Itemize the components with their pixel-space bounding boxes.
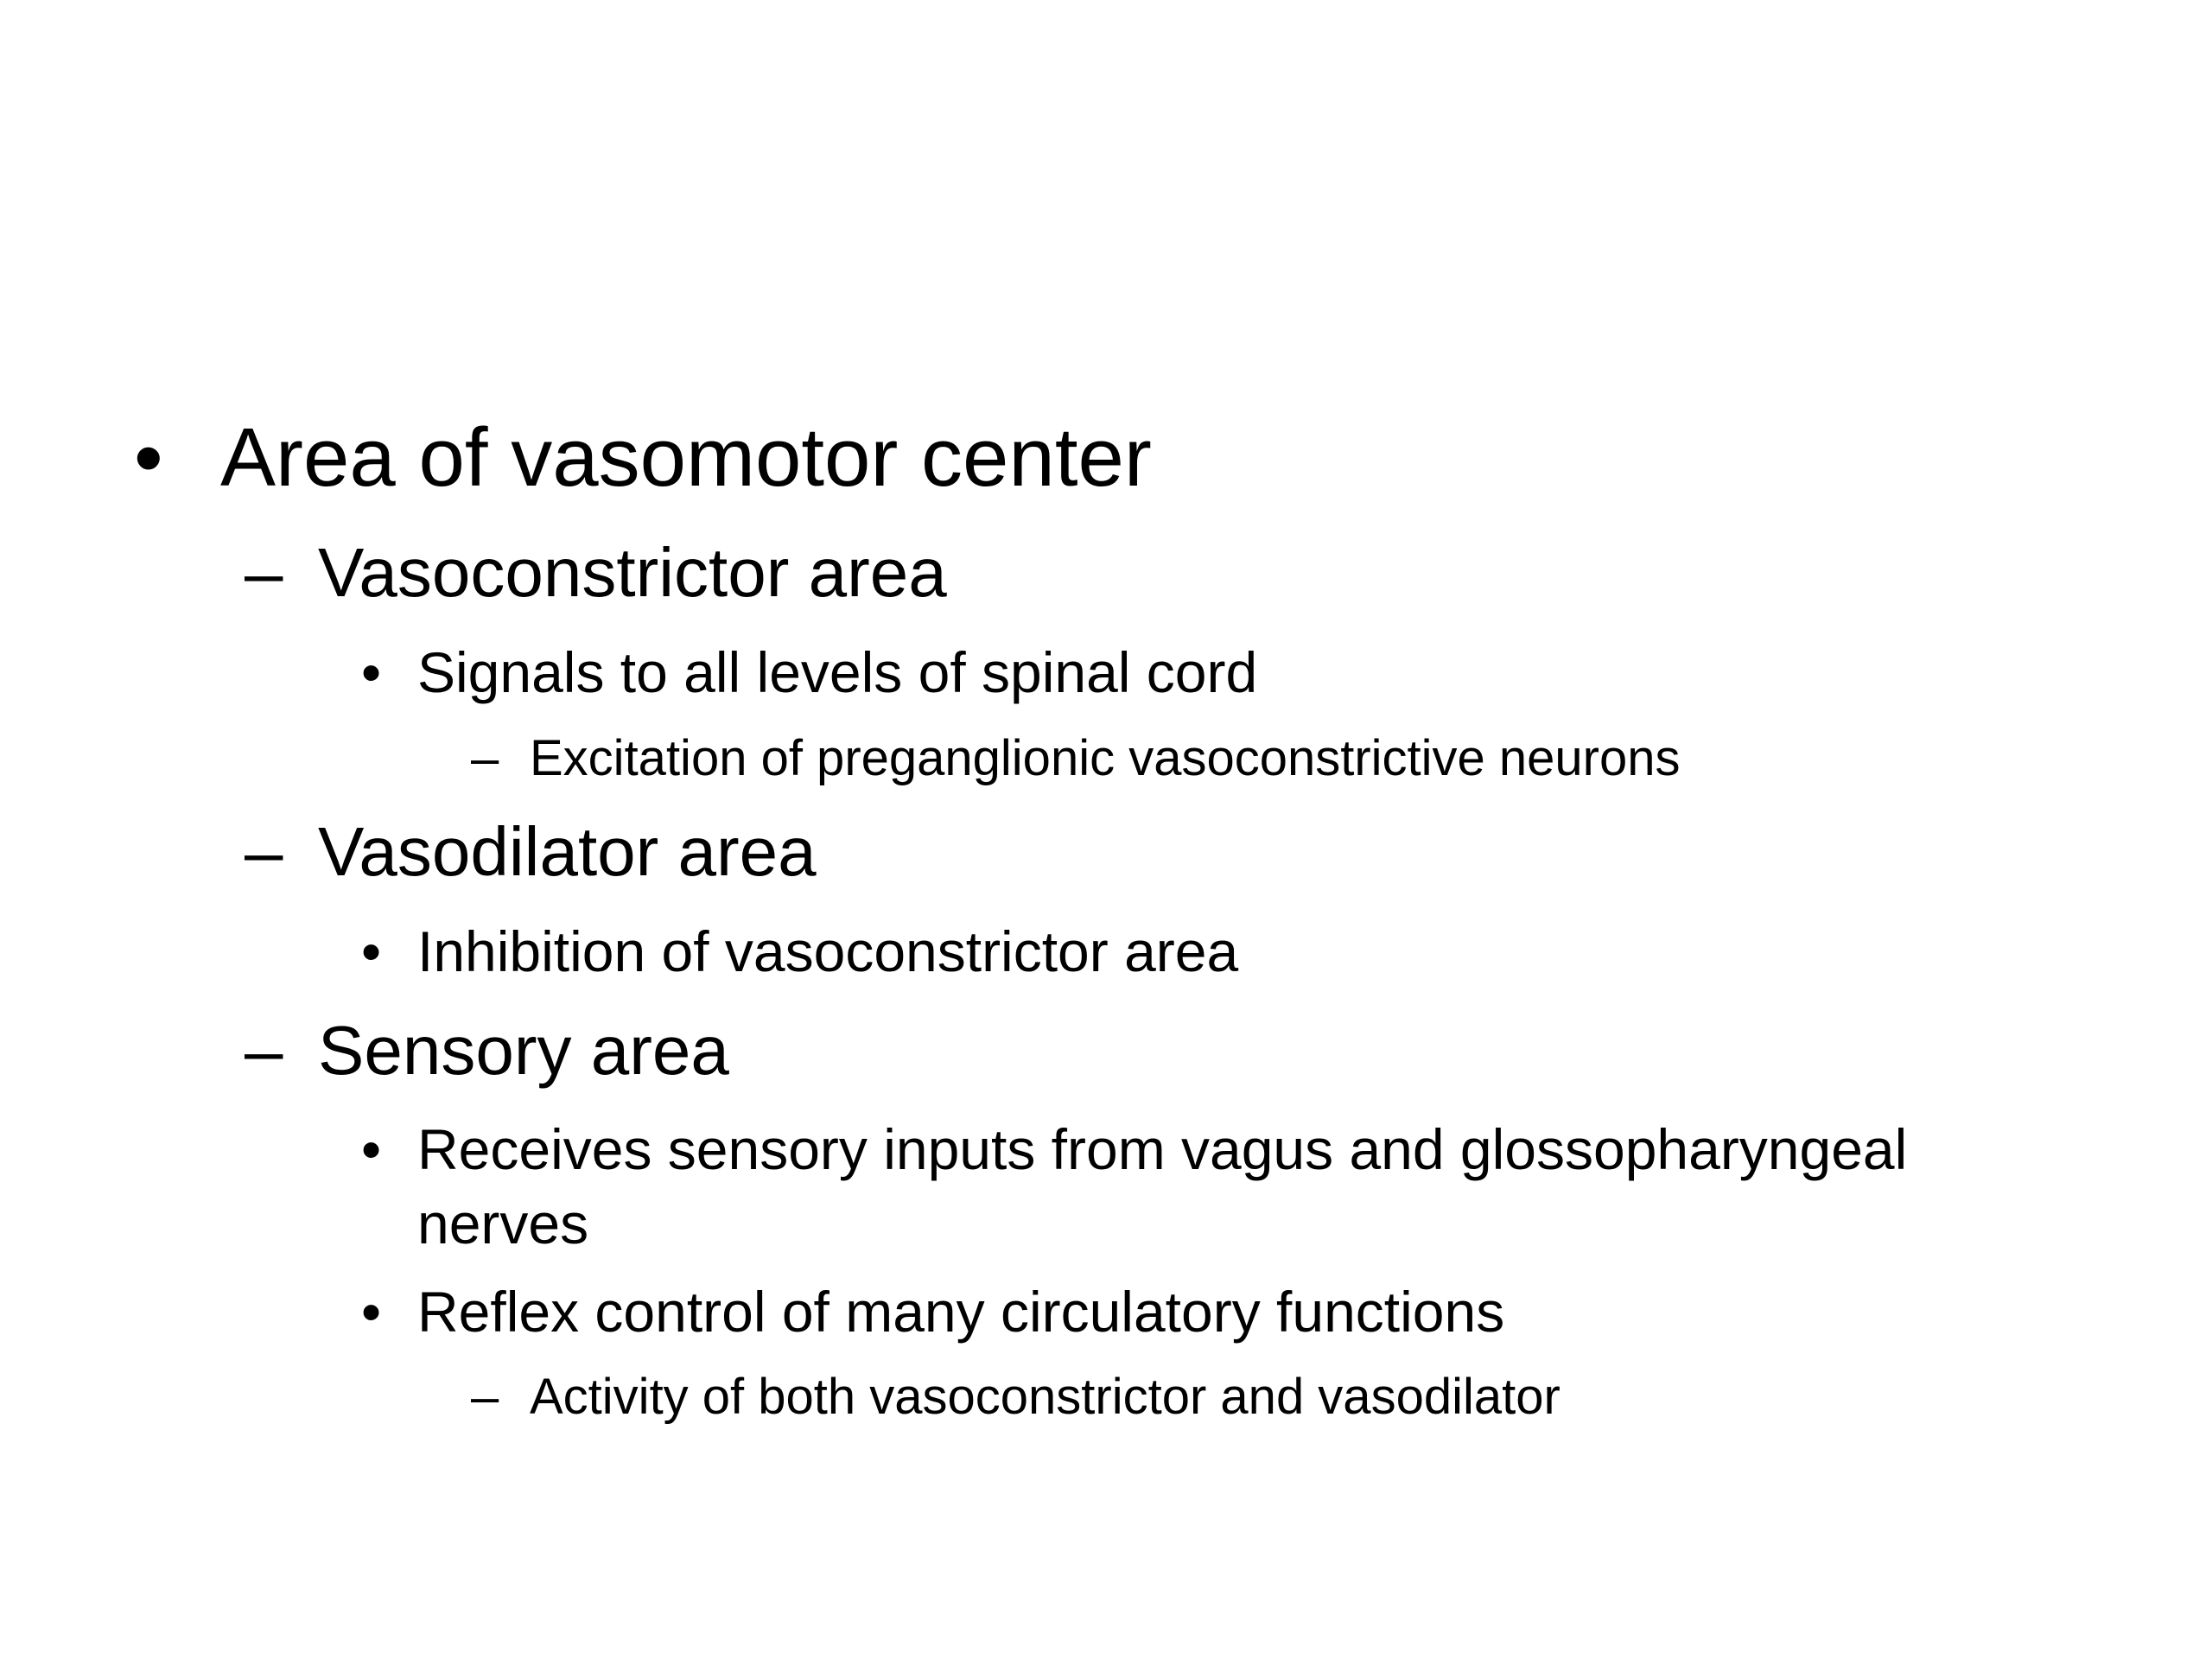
bullet-marker: • <box>134 411 163 504</box>
subitem-text: Excitation of preganglionic vasoconstrictive neurons <box>530 730 1681 786</box>
bullet-marker: • <box>361 1280 382 1344</box>
subitem-text: Vasoconstrictor area <box>318 534 947 611</box>
subitem-text: Sensory area <box>318 1012 729 1089</box>
subitem-text: Activity of both vasoconstrictor and vasodilator <box>530 1369 1560 1425</box>
dash-marker: – <box>245 1012 283 1089</box>
bullet-text: Signals to all levels of spinal cord <box>417 640 1258 704</box>
subitem-text: Vasodilator area <box>318 813 817 890</box>
bullet-marker: • <box>361 919 382 983</box>
bullet-text-line2: nerves <box>417 1192 589 1255</box>
dash-marker: – <box>471 730 499 786</box>
bullet-marker: • <box>361 1117 382 1181</box>
bullet-text-line1: Receives sensory inputs from vagus and glossopharyngeal <box>417 1117 1908 1181</box>
dash-marker: – <box>245 813 283 890</box>
dash-marker: – <box>245 534 283 611</box>
bullet-text: Reflex control of many circulatory functions <box>417 1280 1505 1344</box>
bullet-text: Area of vasomotor center <box>220 411 1152 504</box>
bullet-marker: • <box>361 640 382 704</box>
bullet-text: Inhibition of vasoconstrictor area <box>417 919 1239 983</box>
dash-marker: – <box>471 1369 499 1425</box>
